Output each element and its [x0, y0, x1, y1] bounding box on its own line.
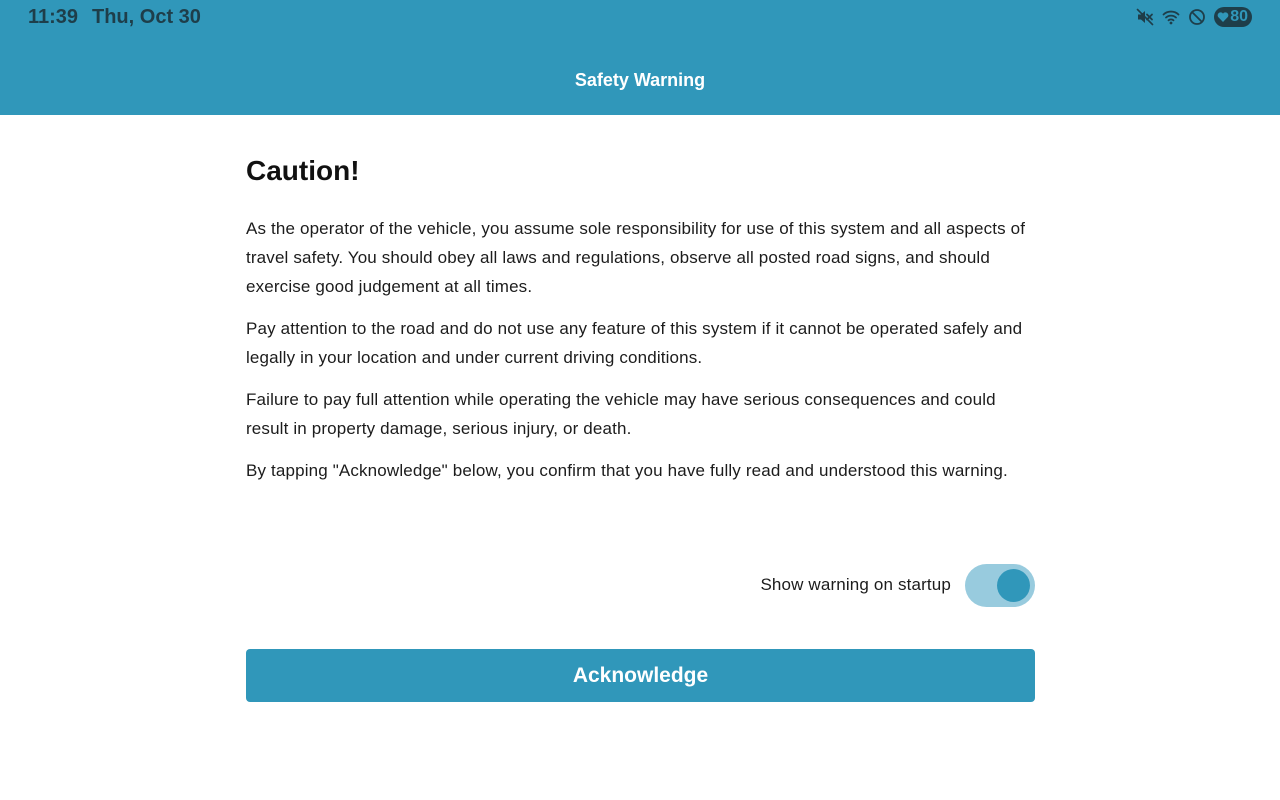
page-title: Safety Warning: [574, 70, 706, 90]
startup-warning-label: Show warning on startup: [760, 575, 951, 594]
status-bar: [0, 0, 1280, 34]
warning-paragraph-responsibility: As the operator of the vehicle, you assume sole responsibility for use of this system and all aspects of travel safety. You should obey all laws and regulations, observe all posted road signs, and should exercise good judgement at all times.: [246, 219, 1026, 296]
caution-heading: Caution!: [246, 155, 360, 186]
status-date: Thu, Oct 30: [92, 6, 201, 28]
battery-level: 80: [1230, 8, 1248, 25]
status-icons: [1136, 6, 1252, 28]
toggle-thumb: [997, 569, 1030, 602]
do-not-disturb-icon: [1188, 8, 1206, 26]
warning-paragraph-consequences: Failure to pay full attention while operating the vehicle may have serious consequences and could result in property damage, serious injury, or death.: [246, 390, 996, 438]
battery-indicator: [1214, 7, 1252, 27]
wifi-icon: [1162, 8, 1180, 26]
acknowledge-button[interactable]: Acknowledge: [246, 649, 1035, 702]
battery-icon: [1217, 11, 1229, 23]
warning-paragraph-attention: Pay attention to the road and do not use any feature of this system if it cannot be operated safely and legally in your location and under current driving conditions.: [246, 319, 1023, 367]
startup-warning-toggle[interactable]: [965, 564, 1035, 607]
startup-warning-row: [246, 563, 1035, 607]
app-header: [0, 0, 1280, 115]
warning-content: [246, 150, 1036, 485]
warning-paragraph-confirmation: By tapping "Acknowledge" below, you confirm that you have fully read and understood this warning.: [246, 461, 1008, 480]
muted-icon: [1136, 8, 1154, 26]
status-time: 11:39: [28, 6, 79, 28]
